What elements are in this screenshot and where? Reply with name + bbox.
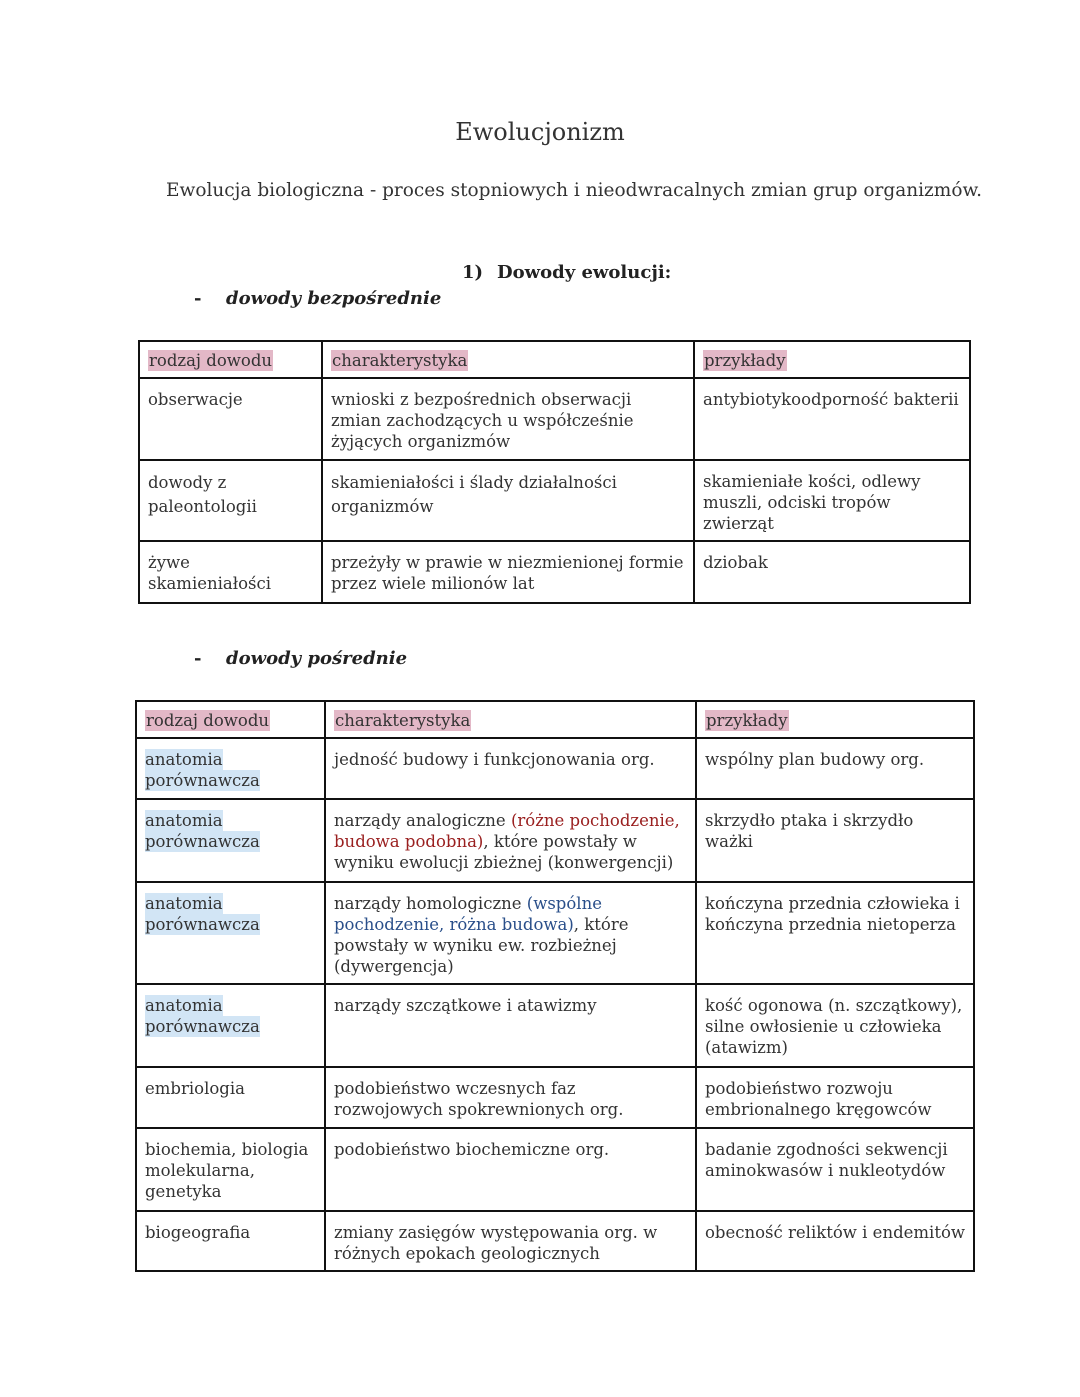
bullet-dash: - [194, 288, 202, 309]
table-header-row [139, 341, 970, 378]
type-label: anatomia porównawcza [145, 811, 260, 851]
subheading-direct [194, 288, 441, 309]
header-cell [696, 701, 974, 738]
example-cell: obecność reliktów i endemitów [696, 1211, 974, 1271]
table-row [136, 1067, 974, 1128]
table-row [136, 1211, 974, 1271]
subheading-direct-label: dowody bezpośrednie [226, 288, 442, 309]
table-row [139, 460, 970, 541]
header-label: przykłady [704, 351, 786, 370]
subheading-indirect-label: dowody pośrednie [226, 648, 408, 669]
type-cell: biogeografia [136, 1211, 325, 1271]
desc-cell: jedność budowy i funkcjonowania org. [325, 738, 696, 799]
header-cell [136, 701, 325, 738]
desc-cell [325, 882, 696, 984]
page-title: Ewolucjonizm [455, 118, 625, 146]
desc-highlight: (wspólne pochodzenie, różna budowa) [334, 894, 602, 934]
table-header-row [136, 701, 974, 738]
type-cell: embriologia [136, 1067, 325, 1128]
example-cell: dziobak [694, 541, 970, 603]
section-heading [462, 262, 671, 283]
desc-cell: przeżyły w prawie w niezmienionej formie przez wiele milionów lat [322, 541, 694, 603]
example-cell: kość ogonowa (n. szczątkowy), silne owłosienie u człowieka (atawizm) [696, 984, 974, 1067]
example-cell: kończyna przednia człowieka i kończyna przednia nietoperza [696, 882, 974, 984]
desc-text: , które powstały w wyniku ew. rozbieżnej (dywergencja) [334, 915, 629, 976]
desc-cell: podobieństwo wczesnych faz rozwojowych spokrewnionych org. [325, 1067, 696, 1128]
type-cell [136, 738, 325, 799]
desc-cell: narządy szczątkowe i atawizmy [325, 984, 696, 1067]
table-row [136, 1128, 974, 1211]
type-label: anatomia porównawcza [145, 996, 260, 1036]
desc-highlight: (różne pochodzenie, budowa podobna) [334, 811, 680, 851]
table-row [139, 541, 970, 603]
definition-text: Ewolucja biologiczna - proces stopniowych i nieodwracalnych zmian grup organizmów. [166, 180, 983, 201]
type-cell [136, 984, 325, 1067]
example-cell: badanie zgodności sekwencji aminokwasów i nukleotydów [696, 1128, 974, 1211]
desc-cell: podobieństwo biochemiczne org. [325, 1128, 696, 1211]
desc-text: narządy analogiczne [334, 811, 511, 830]
type-cell [136, 882, 325, 984]
example-cell: antybiotykoodporność bakterii [694, 378, 970, 460]
type-cell [136, 799, 325, 882]
table-row [136, 738, 974, 799]
header-label: rodzaj dowodu [149, 351, 273, 370]
example-cell: skamieniałe kości, odlewy muszli, odciski tropów zwierząt [694, 460, 970, 541]
indirect-evidence-table [135, 700, 975, 1272]
table-row [136, 799, 974, 882]
example-cell: wspólny plan budowy org. [696, 738, 974, 799]
type-cell: żywe skamieniałości [139, 541, 322, 603]
type-label: anatomia porównawcza [145, 894, 260, 934]
table-row [139, 378, 970, 460]
header-cell [694, 341, 970, 378]
type-cell: dowody z paleontologii [139, 460, 322, 541]
desc-text: , które powstały w wyniku ewolucji zbieżnej (konwergencji) [334, 832, 674, 872]
example-cell: podobieństwo rozwoju embrionalnego kręgowców [696, 1067, 974, 1128]
header-label: charakterystyka [332, 351, 468, 370]
example-cell: skrzydło ptaka i skrzydło ważki [696, 799, 974, 882]
header-label: przykłady [706, 711, 788, 730]
subheading-indirect [194, 648, 407, 669]
desc-text: narządy homologiczne [334, 894, 527, 913]
desc-cell: wnioski z bezpośrednich obserwacji zmian zachodzących u współcześnie żyjących organizmów [322, 378, 694, 460]
type-cell: biochemia, biologia molekularna, genetyka [136, 1128, 325, 1211]
desc-cell: zmiany zasięgów występowania org. w różnych epokach geologicznych [325, 1211, 696, 1271]
type-cell: obserwacje [139, 378, 322, 460]
type-label: anatomia porównawcza [145, 750, 260, 790]
header-cell [139, 341, 322, 378]
section-number: 1) [462, 262, 484, 283]
header-label: rodzaj dowodu [146, 711, 270, 730]
table-row [136, 882, 974, 984]
desc-cell [325, 799, 696, 882]
section-title: Dowody ewolucji: [497, 262, 672, 283]
bullet-dash: - [194, 648, 202, 669]
header-cell [325, 701, 696, 738]
table-row [136, 984, 974, 1067]
direct-evidence-table [138, 340, 971, 604]
header-cell [322, 341, 694, 378]
desc-cell: skamieniałości i ślady działalności organizmów [322, 460, 694, 541]
header-label: charakterystyka [335, 711, 471, 730]
